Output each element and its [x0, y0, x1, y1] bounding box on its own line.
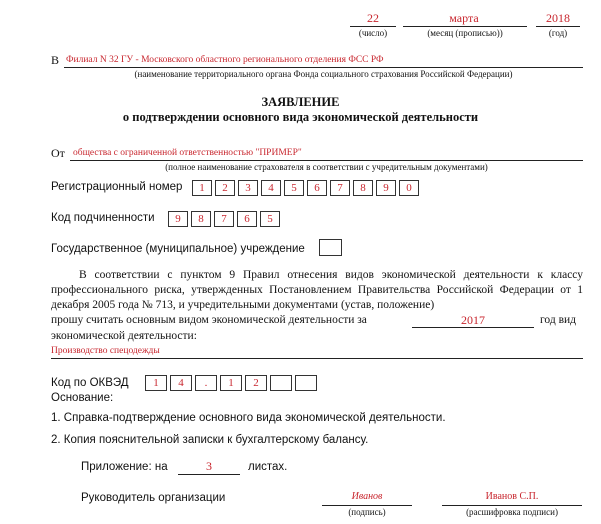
attachment-unit: листах.	[248, 461, 288, 473]
attachment-label: Приложение: на	[81, 461, 168, 473]
body-year-line	[412, 327, 534, 328]
signature-sign-line	[322, 505, 412, 506]
basis-item-2: 2. Копия пояснительной записки к бухгалтерскому балансу.	[51, 434, 369, 446]
signature-name-line	[442, 505, 582, 506]
reg-number-cell[interactable]: 3	[238, 180, 258, 196]
date-year-line	[536, 26, 580, 27]
okved-cell[interactable]	[270, 375, 292, 391]
addressee-line	[64, 67, 583, 68]
sub-code-cell[interactable]: 7	[214, 211, 234, 227]
addressee-caption: (наименование территориального органа Фонда социального страхования Российской Федерации)	[134, 69, 513, 79]
okved-cell[interactable]: 1	[145, 375, 167, 391]
reg-number-cell[interactable]: 4	[261, 180, 281, 196]
okved-cell[interactable]: .	[195, 375, 217, 391]
reg-number-cell[interactable]: 8	[353, 180, 373, 196]
from-caption: (полное наименование страхователя в соответствии с учредительным документами)	[165, 162, 488, 172]
sub-code-cell[interactable]: 8	[191, 211, 211, 227]
body-line4-end: год вид	[540, 314, 577, 326]
sub-code-cells	[168, 211, 283, 227]
page-title: ЗАЯВЛЕНИЕ	[261, 95, 340, 109]
from-prefix: От	[51, 146, 65, 160]
date-month: марта	[449, 11, 479, 25]
okved-cell[interactable]: 4	[170, 375, 192, 391]
body-paragraph	[51, 268, 583, 313]
body-year-value: 2017	[461, 313, 485, 327]
reg-number-cells	[192, 180, 422, 196]
from-value: общества с ограниченной ответственностью "ПРИМЕР"	[73, 148, 302, 158]
reg-number-cell[interactable]: 1	[192, 180, 212, 196]
state-inst-checkbox[interactable]	[319, 239, 342, 256]
signature-label: Руководитель организации	[81, 492, 226, 504]
reg-number-label: Регистрационный номер	[51, 181, 183, 193]
activity-value: Производство спецодежды	[51, 346, 160, 356]
reg-number-cell[interactable]: 0	[399, 180, 419, 196]
date-year-caption: (год)	[548, 28, 568, 38]
basis-label: Основание:	[51, 392, 114, 404]
reg-number-cell[interactable]: 7	[330, 180, 350, 196]
signature-name-caption: (расшифровка подписи)	[466, 507, 558, 517]
signature-sign-caption: (подпись)	[348, 507, 386, 517]
date-month-line	[403, 26, 527, 27]
from-line	[70, 160, 583, 161]
reg-number-cell[interactable]: 6	[307, 180, 327, 196]
attachment-line	[178, 474, 240, 475]
date-year: 2018	[546, 11, 570, 25]
sub-code-label: Код подчиненности	[51, 212, 155, 224]
body-paragraph-text: В соответствии с пунктом 9 Правил отнесения видов экономической деятельности к классу профессионального риска, утвержденных Постановлением Правительства Российской Федерации от 1 декабря 2005 года № 713, и учредительными документами (устав, положение)	[51, 269, 583, 311]
body-line4-start: прошу считать основным видом экономической деятельности за	[51, 314, 367, 326]
sub-code-cell[interactable]: 9	[168, 211, 188, 227]
activity-line	[51, 358, 583, 359]
okved-label: Код по ОКВЭД	[51, 377, 129, 389]
body-line5: экономической деятельности:	[51, 330, 197, 342]
okved-cells	[145, 375, 320, 391]
reg-number-cell[interactable]: 2	[215, 180, 235, 196]
sub-code-cell[interactable]: 5	[260, 211, 280, 227]
date-day: 22	[367, 11, 379, 25]
basis-item-1: 1. Справка-подтверждение основного вида экономической деятельности.	[51, 412, 446, 424]
reg-number-cell[interactable]: 5	[284, 180, 304, 196]
state-inst-label: Государственное (муниципальное) учреждение	[51, 243, 305, 255]
date-month-caption: (месяц (прописью))	[427, 28, 503, 38]
date-day-caption: (число)	[358, 28, 388, 38]
okved-cell[interactable]: 2	[245, 375, 267, 391]
okved-cell[interactable]	[295, 375, 317, 391]
okved-cell[interactable]: 1	[220, 375, 242, 391]
addressee-value: Филиал N 32 ГУ - Московского областного регионального отделения ФСС РФ	[66, 55, 384, 65]
page-subtitle: о подтверждении основного вида экономической деятельности	[122, 110, 479, 124]
attachment-count: 3	[206, 459, 212, 473]
sub-code-cell[interactable]: 6	[237, 211, 257, 227]
date-day-line	[350, 26, 396, 27]
signature-sign: Иванов	[351, 491, 383, 502]
addressee-prefix: В	[51, 53, 60, 67]
signature-name: Иванов С.П.	[485, 491, 539, 502]
reg-number-cell[interactable]: 9	[376, 180, 396, 196]
